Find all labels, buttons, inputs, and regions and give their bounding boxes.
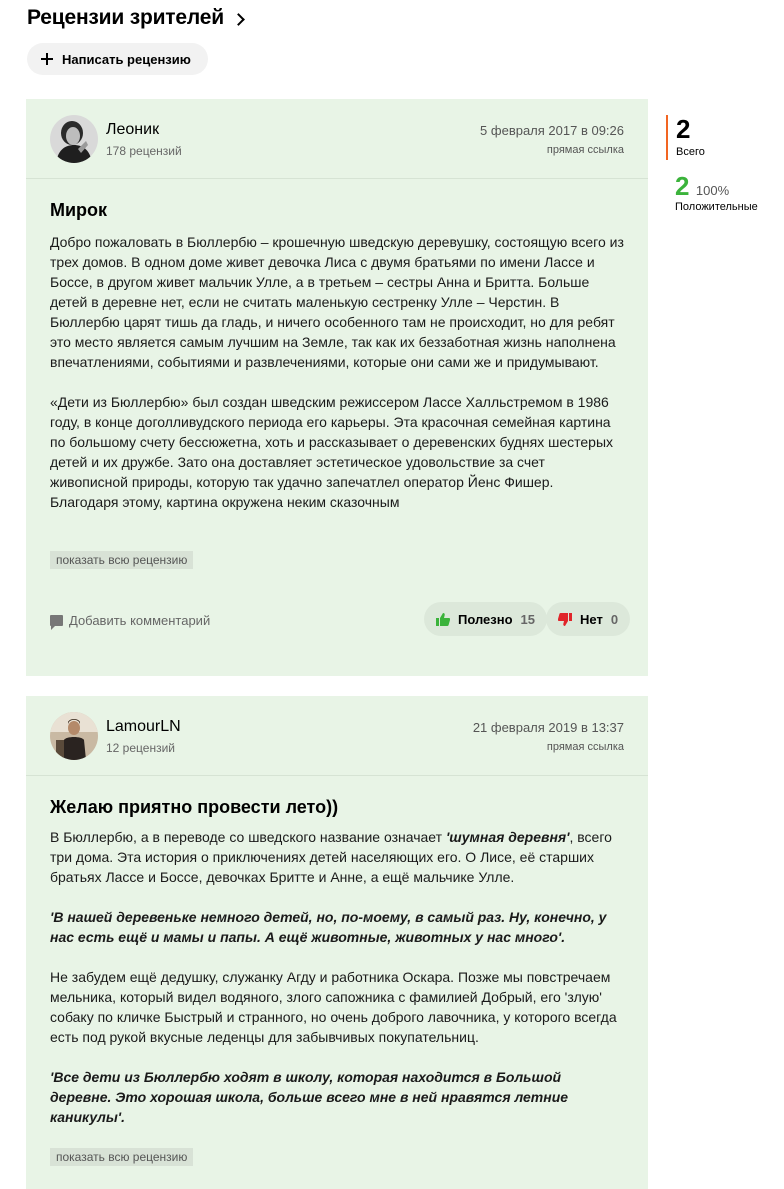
author-name[interactable]: LamourLN — [106, 718, 181, 735]
add-comment-label: Добавить комментарий — [69, 613, 211, 628]
positive-label: Положительные — [675, 201, 758, 213]
review-date: 5 февраля 2017 в 09:26 — [480, 123, 624, 138]
review-card — [26, 696, 648, 1189]
review-paragraph: «Дети из Бюллербю» был создан шведским режиссером Лассе Халльстремом в 1986 году, в конце доголливудского периода его карьеры. Эта красочная семейная картина по большому счету бессюжетна, хоть и рассказывает о деревенских буднях шестерых детей и их дружбе. Зато она доставляет эстетическое удовольствие за счет живописной природы, которую так удачно запечатлел оператор Йенс Фишер. Благодаря этому, картина окружена неким сказочным — [50, 394, 614, 510]
review-date: 21 февраля 2019 в 13:37 — [472, 720, 624, 735]
review-paragraph: В Бюллербю, а в переводе со шведского название означает 'шумная деревня', всего три дома. Эта история о приключениях детей населяющих его. О Лисе, её старших братьях Лассе и Боссе, девочках Бритте и Анне, а ещё мальчике Улле. — [50, 829, 612, 885]
thumbs-down-icon — [558, 613, 572, 626]
not-useful-button[interactable] — [546, 602, 630, 636]
not-useful-label: Нет — [580, 611, 603, 627]
chevron-right-icon[interactable] — [232, 13, 245, 26]
thumbs-up-icon — [436, 613, 450, 626]
total-label: Всего — [676, 146, 705, 158]
write-review-label: Написать рецензию — [62, 51, 191, 67]
review-paragraph: Не забудем ещё дедушку, служанку Агду и работника Оскара. Позже мы повстречаем мельника, который видел водяного, злого сапожника с фамилией Добрый, его 'злую' собаку по кличке Быстрый и странного, но очень доброго лавочника, у которого всегда есть под рукой вкусные леденцы для забывчивых покупательниц. — [50, 969, 617, 1045]
positive-reviews[interactable] — [666, 172, 758, 213]
comment-icon — [50, 615, 63, 626]
add-comment-link[interactable] — [50, 613, 210, 628]
avatar[interactable] — [50, 115, 98, 163]
total-count: 2 — [676, 114, 691, 144]
write-review-button[interactable] — [27, 43, 208, 75]
positive-count: 2 — [675, 171, 690, 201]
useful-count: 15 — [520, 611, 536, 627]
review-text — [50, 232, 624, 532]
review-text — [50, 827, 624, 1127]
review-stats — [666, 115, 758, 213]
not-useful-count: 0 — [610, 611, 619, 627]
review-header — [26, 99, 648, 179]
permalink[interactable]: прямая ссылка — [546, 741, 624, 753]
plus-icon — [41, 53, 53, 65]
section-header[interactable] — [27, 6, 243, 30]
positive-percent: 100% — [695, 183, 730, 198]
useful-button[interactable] — [424, 602, 547, 636]
review-card — [26, 99, 648, 676]
total-reviews[interactable] — [666, 115, 758, 160]
show-full-review-button[interactable]: показать всю рецензию — [50, 551, 193, 569]
review-title: Желаю приятно провести лето)) — [50, 797, 339, 817]
section-title[interactable]: Рецензии зрителей — [27, 6, 224, 29]
useful-label: Полезно — [458, 611, 513, 627]
review-quote: 'Все дети из Бюллербю ходят в школу, которая находится в Большой деревне. Это хорошая школа, больше всего мне в ней нравятся летние каникулы'. — [50, 1069, 569, 1125]
review-header — [26, 696, 648, 776]
review-quote: 'В нашей деревеньке немного детей, но, по-моему, в самый раз. Ну, конечно, у нас есть ещё и мамы и папы. А ещё животные, животных у нас много'. — [50, 909, 607, 945]
author-review-count: 12 рецензий — [106, 741, 175, 755]
author-review-count: 178 рецензий — [106, 144, 182, 158]
permalink[interactable]: прямая ссылка — [546, 144, 624, 156]
show-full-review-button[interactable]: показать всю рецензию — [50, 1148, 193, 1166]
review-title: Мирок — [50, 200, 108, 220]
author-name[interactable]: Леоник — [106, 121, 160, 138]
avatar[interactable] — [50, 712, 98, 760]
review-paragraph: Добро пожаловать в Бюллербю – крошечную шведскую деревушку, состоящую всего из трех домов. В одном доме живет девочка Лиса с двумя братьями по имени Лассе и Боссе, в другом живет мальчик Улле, а в третьем – сестры Анна и Бритта. Больше детей в деревне нет, если не считать маленькую сестренку Улле – Черстин. В Бюллербю царят тишь да гладь, и ничего особенного там не происходит, но для ребят это место является самым лучшим на Земле, так как их беззаботная жизнь наполнена впечатлениями, событиями и развлечениями, которые они сами же и придумывают. — [50, 234, 624, 370]
